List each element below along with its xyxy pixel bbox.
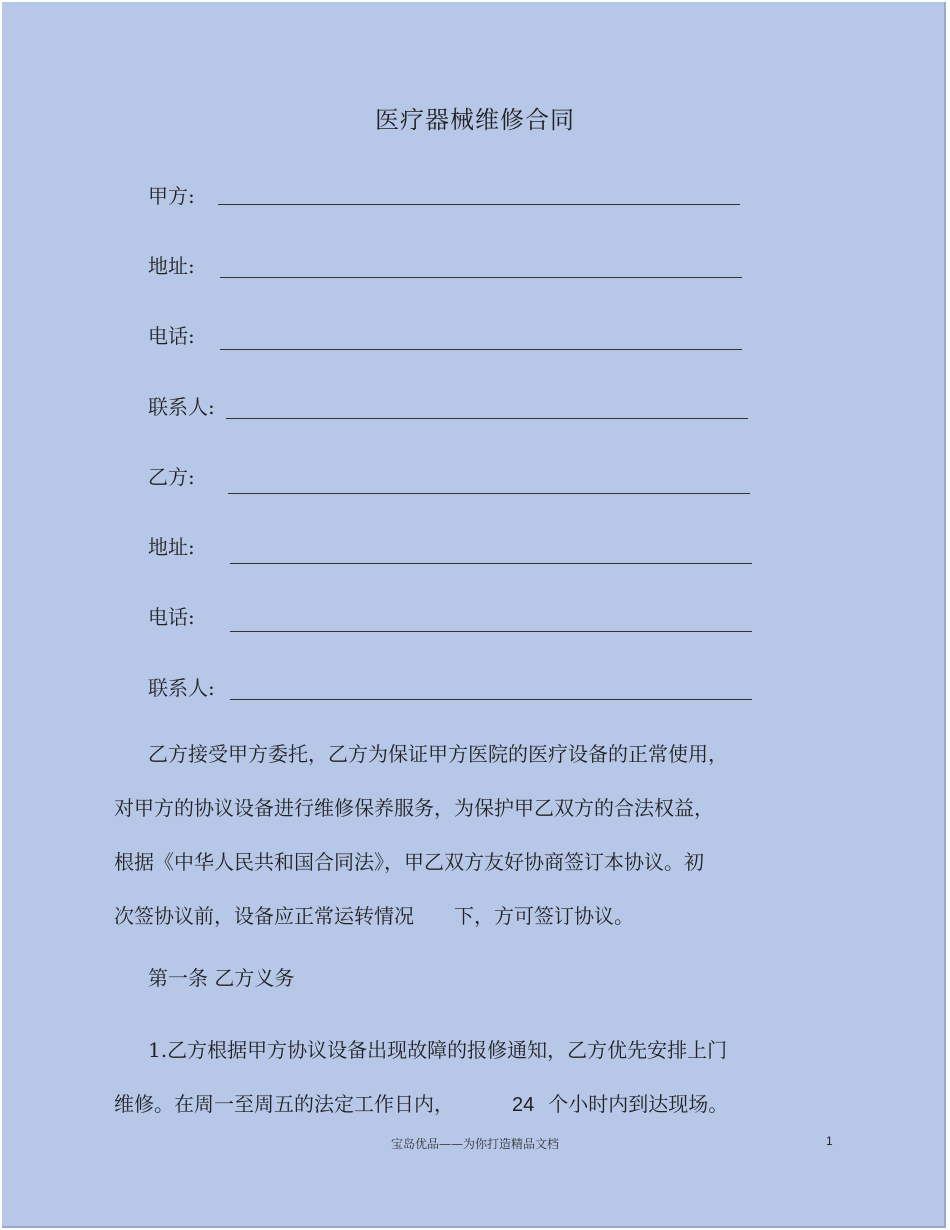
- document-title: 医疗器械维修合同: [375, 106, 575, 134]
- field-label: 电话:: [148, 605, 195, 629]
- hours-value: 24: [512, 1094, 535, 1116]
- field-label: 甲方:: [148, 184, 195, 208]
- page-number: 1: [826, 1134, 833, 1148]
- field-label: 电话:: [148, 324, 195, 348]
- paragraph-line-part: 下，方可签订协议。: [454, 904, 634, 928]
- paragraph-line: [114, 889, 774, 943]
- fill-in-line: [218, 204, 740, 205]
- paragraph-line: 1.乙方根据甲方协议设备出现故障的报修通知，乙方优先安排上门: [148, 1038, 728, 1062]
- paragraph-line: 乙方接受甲方委托，乙方为保证甲方医院的医疗设备的正常使用，: [148, 742, 728, 766]
- paragraph-line: 根据《中华人民共和国合同法》，甲乙双方友好协商签订本协议。初: [114, 850, 704, 874]
- article-1-heading: 第一条 乙方义务: [148, 966, 295, 990]
- field-label: 乙方:: [148, 465, 195, 489]
- fill-in-line: [220, 349, 742, 350]
- paragraph-line-part: 个小时内到达现场。: [548, 1092, 729, 1116]
- field-label: 地址:: [148, 535, 195, 559]
- fill-in-line: [226, 418, 748, 419]
- paragraph-line: 对甲方的协议设备进行维修保养服务，为保护甲乙双方的合法权益，: [114, 796, 714, 820]
- field-label: 联系人:: [148, 676, 215, 700]
- article-1-item-1: [114, 1023, 774, 1131]
- fill-in-line: [230, 631, 752, 632]
- fill-in-line: [220, 277, 742, 278]
- fill-in-line: [228, 493, 750, 494]
- field-label: 联系人:: [148, 395, 215, 419]
- fill-in-line: [230, 699, 752, 700]
- paragraph-line-part: 维修。在周一至周五的法定工作日内，: [114, 1092, 454, 1116]
- page-footer: 宝岛优品——为你打造精品文档: [390, 1137, 559, 1151]
- paragraph-line-part: 次签协议前，设备应正常运转情况: [114, 904, 414, 928]
- field-label: 地址:: [148, 254, 195, 278]
- intro-paragraph: [114, 727, 774, 943]
- fill-in-line: [230, 563, 752, 564]
- paragraph-line: [114, 1077, 774, 1131]
